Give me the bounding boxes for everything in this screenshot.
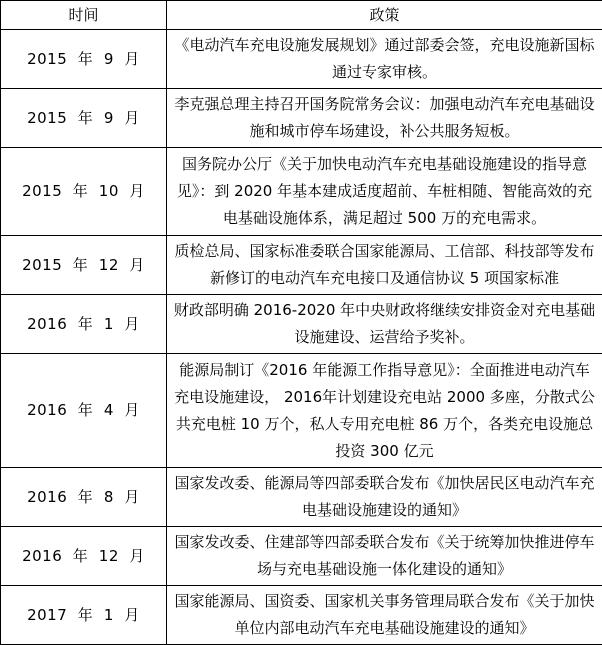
time-cell: 2016 年 1 月 — [1, 295, 167, 354]
time-cell: 2017 年 1 月 — [1, 586, 167, 645]
table-row — [1, 30, 602, 89]
header-row — [1, 1, 602, 30]
time-cell: 2015 年 9 月 — [1, 89, 167, 148]
policy-cell: 国家能源局、国资委、国家机关事务管理局联合发布《关于加快单位内部电动汽车充电基础设施建设的通知》 — [167, 586, 602, 645]
policy-cell: 李克强总理主持召开国务院常务会议：加强电动汽车充电基础设施和城市停车场建设，补公共服务短板。 — [167, 89, 602, 148]
table-row — [1, 354, 602, 468]
time-cell: 2016 年 8 月 — [1, 468, 167, 527]
table-row — [1, 586, 602, 645]
time-cell: 2016 年 4 月 — [1, 354, 167, 468]
time-cell: 2015 年 9 月 — [1, 30, 167, 89]
time-cell: 2016 年 12 月 — [1, 527, 167, 586]
policy-cell: 国务院办公厅《关于加快电动汽车充电基础设施建设的指导意见》：到 2020 年基本建成适度超前、车桩相随、智能高效的充电基础设施体系，满足超过 500 万的充电需求。 — [167, 148, 602, 236]
table-row — [1, 468, 602, 527]
policy-cell: 国家发改委、能源局等四部委联合发布《加快居民区电动汽车充电基础设施建设的通知》 — [167, 468, 602, 527]
policy-cell: 财政部明确 2016-2020 年中央财政将继续安排资金对充电基础设施建设、运营给予奖补。 — [167, 295, 602, 354]
table-row — [1, 295, 602, 354]
table-row — [1, 148, 602, 236]
table-row — [1, 527, 602, 586]
time-cell: 2015 年 12 月 — [1, 236, 167, 295]
policy-column-header: 政策 — [167, 1, 602, 30]
policy-cell: 国家发改委、住建部等四部委联合发布《关于统筹加快推进停车场与充电基础设施一体化建设的通知》 — [167, 527, 602, 586]
policy-cell: 《电动汽车充电设施发展规划》通过部委会签，充电设施新国标通过专家审核。 — [167, 30, 602, 89]
time-cell: 2015 年 10 月 — [1, 148, 167, 236]
policy-cell: 质检总局、国家标准委联合国家能源局、工信部、科技部等发布新修订的电动汽车充电接口及通信协议 5 项国家标准 — [167, 236, 602, 295]
table-row — [1, 89, 602, 148]
table-row — [1, 236, 602, 295]
time-column-header: 时间 — [1, 1, 167, 30]
policy-cell: 能源局制订《2016 年能源工作指导意见》：全面推进电动汽车充电设施建设， 2016年计划建设充电站 2000 多座，分散式公共充电桩 10 万个，私人专用充电桩 86 万个，各类充电设施总投资 300 亿元 — [167, 354, 602, 468]
